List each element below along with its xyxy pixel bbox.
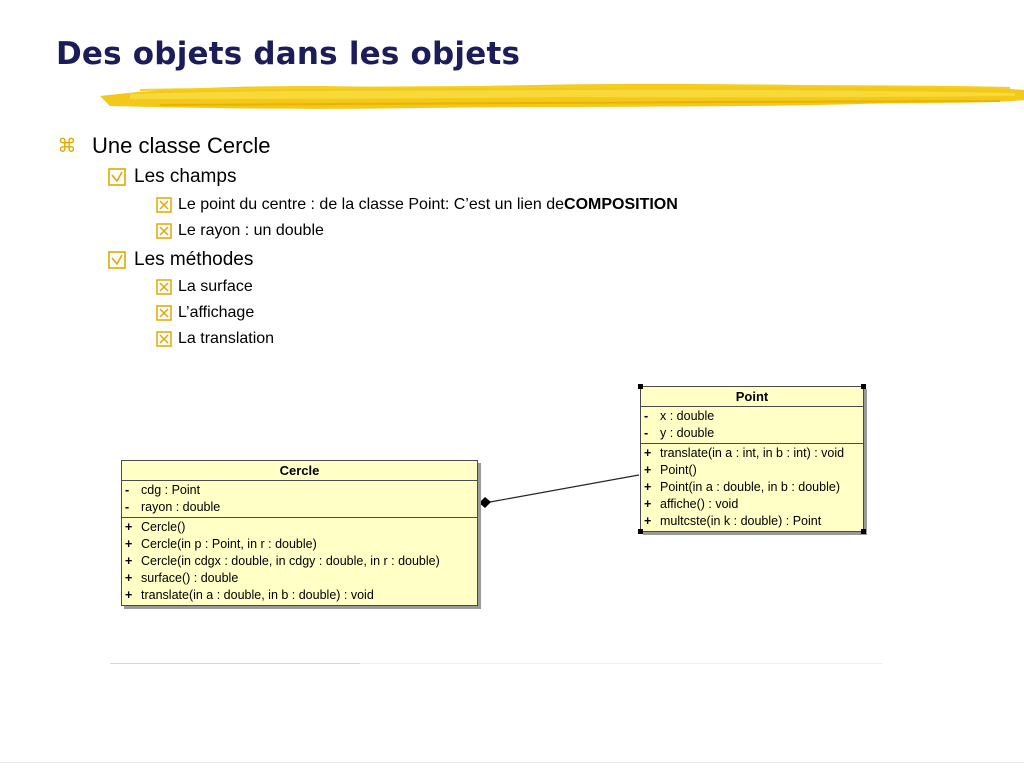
uml-operation-text: Point(in a : double, in b : double): [660, 480, 840, 494]
footer-divider: [360, 663, 882, 664]
uml-attribute: [122, 499, 477, 516]
visibility-marker: +: [125, 554, 133, 568]
uml-class-point[interactable]: [640, 386, 864, 532]
uml-operations: [641, 443, 863, 531]
uml-class-name: Cercle: [122, 461, 477, 481]
uml-operation-text: affiche() : void: [660, 497, 739, 511]
visibility-marker: -: [125, 500, 130, 514]
selection-handle[interactable]: [861, 384, 866, 389]
uml-operation-text: Cercle(in p : Point, in r : double): [141, 537, 317, 551]
uml-attribute: [641, 408, 863, 425]
uml-operation-text: translate(in a : int, in b : int) : void: [660, 446, 845, 460]
uml-operation: [641, 496, 863, 513]
outline-methodes-item-text: La surface: [178, 278, 253, 295]
outline-methodes-label: Les méthodes: [134, 249, 254, 270]
uml-operation-text: Cercle(): [141, 520, 186, 534]
uml-operation: [122, 536, 477, 553]
uml-attribute-text: rayon : double: [141, 500, 221, 514]
outline-champs-item-text: Le rayon : un double: [178, 222, 324, 239]
association-line: [490, 475, 639, 502]
visibility-marker: +: [644, 480, 652, 494]
uml-attribute: [641, 425, 863, 442]
uml-operation: [641, 479, 863, 496]
uml-operation: [641, 445, 863, 462]
visibility-marker: +: [125, 571, 133, 585]
uml-operations: [122, 517, 477, 605]
visibility-marker: +: [644, 514, 652, 528]
visibility-marker: +: [644, 446, 652, 460]
uml-attribute-text: x : double: [660, 409, 715, 423]
uml-attribute: [122, 482, 477, 499]
uml-operation: [122, 587, 477, 604]
uml-operation: [641, 513, 863, 530]
selection-handle[interactable]: [861, 529, 866, 534]
outline-methodes-item-text: L’affichage: [178, 304, 255, 321]
uml-operation-text: translate(in a : double, in b : double) : void: [141, 588, 374, 602]
selection-handle[interactable]: [638, 384, 643, 389]
visibility-marker: +: [125, 520, 133, 534]
footer-divider: [110, 663, 360, 664]
uml-attribute-text: y : double: [660, 426, 715, 440]
uml-class-name: Point: [641, 387, 863, 407]
outline-champs-label: Les champs: [134, 166, 237, 187]
visibility-marker: +: [125, 588, 133, 602]
uml-operation: [122, 570, 477, 587]
visibility-marker: +: [644, 497, 652, 511]
composition-diamond-icon: [479, 497, 491, 508]
visibility-marker: +: [644, 463, 652, 477]
visibility-marker: +: [125, 537, 133, 551]
slide-title: Des objets dans les objets: [56, 36, 521, 72]
visibility-marker: -: [125, 483, 130, 497]
uml-operation: [641, 462, 863, 479]
visibility-marker: -: [644, 409, 649, 423]
uml-operation: [122, 519, 477, 536]
composition-emphasis: COMPOSITION: [564, 196, 678, 213]
uml-attributes: [641, 407, 863, 443]
slide-bottom-edge: [0, 762, 1024, 763]
uml-operation-text: multcste(in k : double) : Point: [660, 514, 822, 528]
visibility-marker: -: [644, 426, 649, 440]
uml-operation: [122, 553, 477, 570]
outline-level1-text: Une classe Cercle: [92, 133, 271, 158]
selection-handle[interactable]: [638, 529, 643, 534]
uml-attribute-text: cdg : Point: [141, 483, 201, 497]
uml-operation-text: Cercle(in cdgx : double, in cdgy : double, in r : double): [141, 554, 440, 568]
uml-class-cercle[interactable]: [121, 460, 478, 606]
outline-champs-item-text: Le point du centre : de la classe Point: C’est un lien de: [178, 196, 565, 213]
uml-operation-text: Point(): [660, 463, 697, 477]
uml-attributes: [122, 481, 477, 517]
outline-methodes-item-text: La translation: [178, 330, 275, 347]
uml-operation-text: surface() : double: [141, 571, 239, 585]
command-key-icon: ⌘: [57, 135, 77, 157]
